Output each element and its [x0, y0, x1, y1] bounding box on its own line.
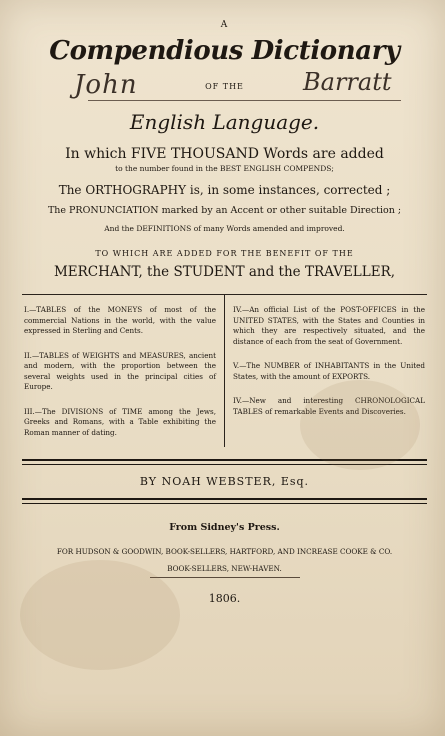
contents-item: V.—The NUMBER of INHABITANTS in the United States, with the amount of EXPORTS.: [233, 361, 425, 381]
contents-left-column: [24, 295, 225, 447]
contents-item: I.—TABLES of the MONEYS of most of the commercial Nations in the world, with the value expressed in Sterling and Cents.: [24, 305, 216, 335]
description-line-2: to the number found in the BEST ENGLISH COMPENDS;: [115, 164, 334, 173]
description-line-3: The ORTHOGRAPHY is, in some instances, corrected ;: [58, 183, 391, 197]
description-line-1: In which FIVE THOUSAND Words are added: [65, 146, 384, 162]
author-byline: BY NOAH WEBSTER, Esq.: [139, 475, 310, 488]
description-line-6: TO WHICH ARE ADDED FOR THE BENEFIT OF THE: [95, 249, 354, 258]
handwritten-first-name: John: [74, 70, 138, 100]
signature-line: [18, 68, 431, 102]
contents-right-column: [225, 295, 425, 447]
description-line-4: The PRONUNCIATION marked by an Accent or other suitable Direction ;: [47, 205, 402, 216]
contents-columns: [24, 295, 425, 447]
imprint-rule: [150, 577, 300, 578]
contents-item: II.—TABLES of WEIGHTS and MEASURES, ancient and modern, with the proportion between the several weights used in the principal cities of Europe.: [24, 350, 216, 391]
press-name: From Sidney's Press.: [169, 522, 280, 533]
description-line-5: And the DEFINITIONS of many Words amended and improved.: [104, 224, 345, 233]
contents-item: IV.—An official List of the POST-OFFICES in the UNITED STATES, with the States and Counties in which they are respectively situated, and the distance of each from the seat of Government.: [233, 305, 425, 346]
publishers-line-1: FOR HUDSON & GOODWIN, BOOK-SELLERS, HARTFORD, AND INCREASE COOKE & CO.: [56, 547, 393, 556]
subtitle: English Language.: [129, 110, 320, 134]
article-a: A: [220, 20, 229, 30]
publication-year: 1806.: [208, 592, 241, 605]
contents-item: III.—The DIVISIONS of TIME among the Jews, Greeks and Romans, with a Table exhibiting the Roman manner of dating.: [24, 406, 216, 437]
of-the: OF THE: [205, 82, 244, 91]
publishers-line-2: BOOK-SELLERS, NEW-HAVEN.: [167, 564, 282, 573]
signature-underline: [88, 100, 401, 101]
contents-item: IV.—New and interesting CHRONOLOGICAL TABLES of remarkable Events and Discoveries.: [233, 396, 425, 416]
handwritten-surname: Barratt: [303, 68, 392, 96]
main-title: Compendious Dictionary: [49, 36, 400, 66]
description-line-7: MERCHANT, the STUDENT and the TRAVELLER,: [53, 264, 396, 280]
double-rule-bottom: [22, 498, 427, 504]
double-rule-top: [22, 459, 427, 465]
